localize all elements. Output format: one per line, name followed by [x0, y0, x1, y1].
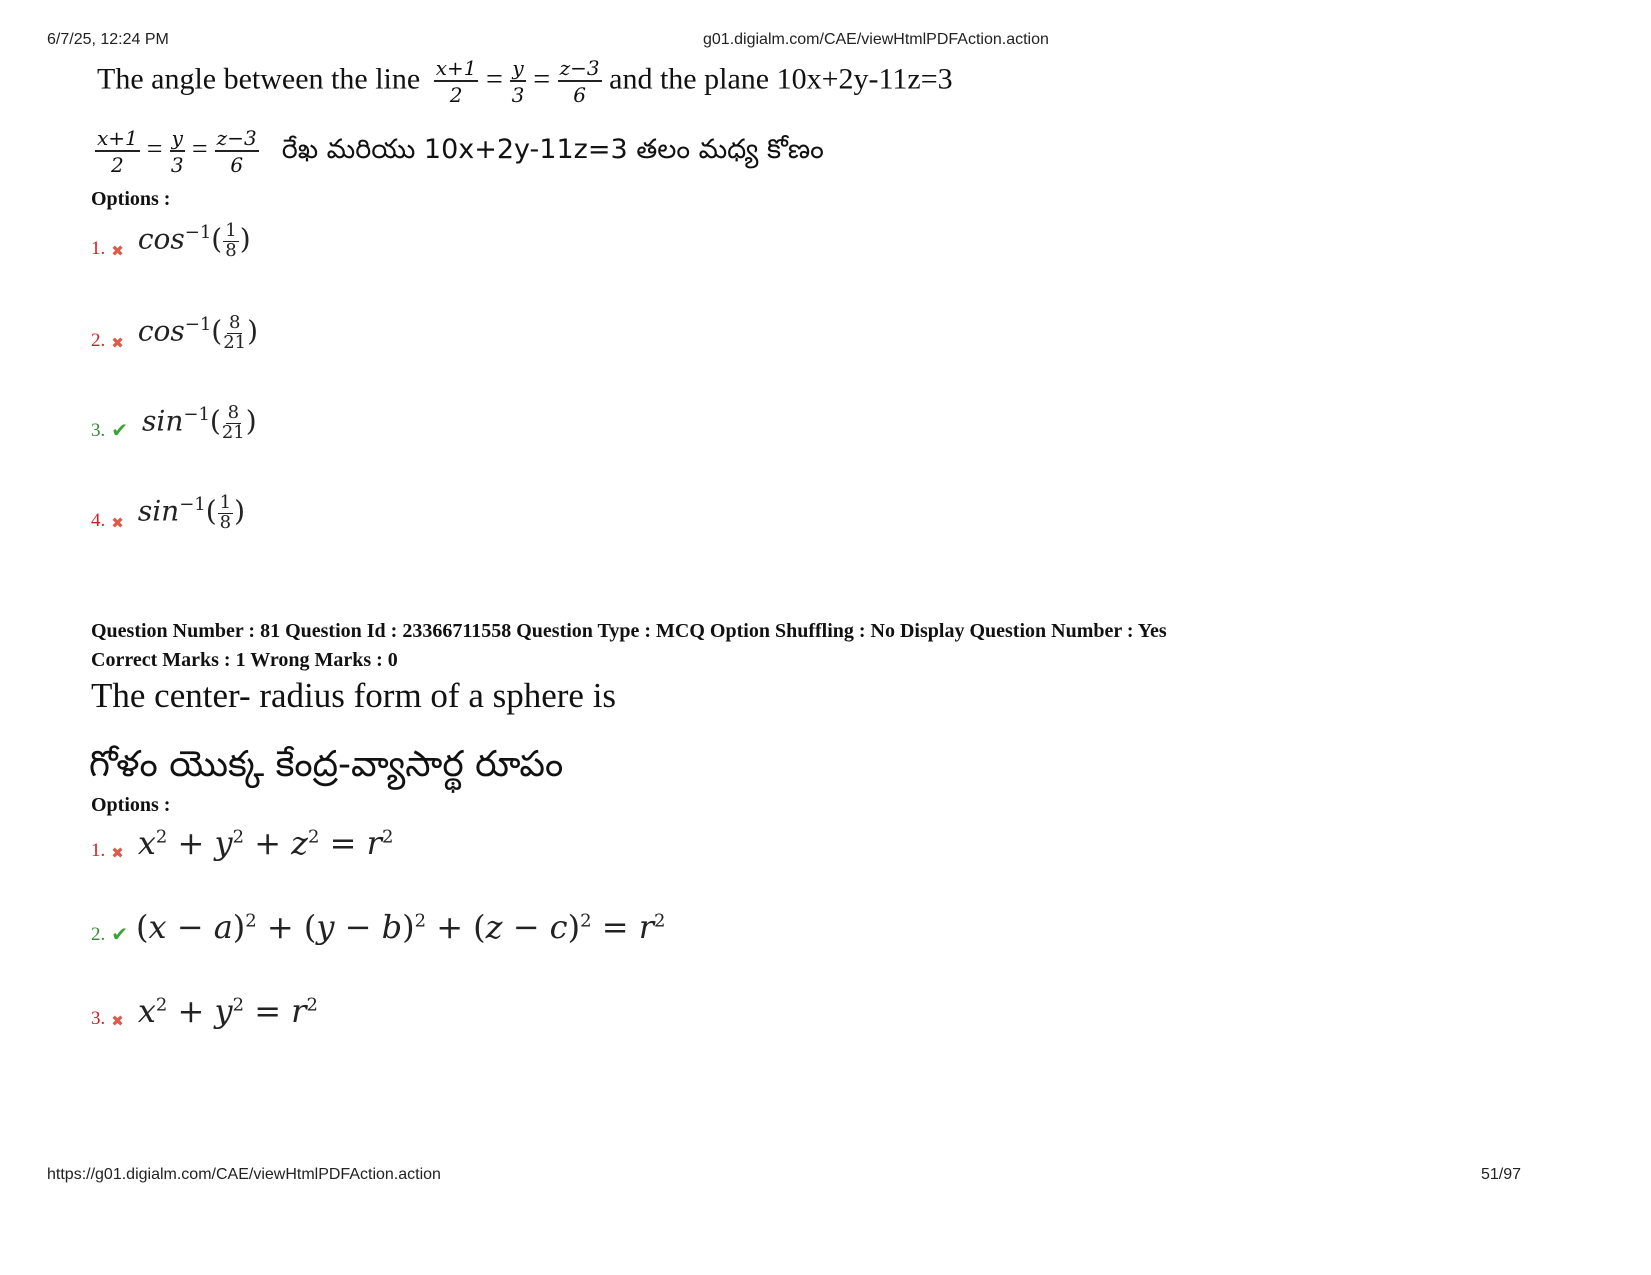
trig-func: sin — [142, 404, 184, 438]
frac-den: 2 — [111, 153, 124, 177]
q81-english-question: The center- radius form of a sphere is — [91, 676, 617, 715]
frac-num: z−3 — [559, 56, 600, 80]
line-fraction-x — [434, 58, 479, 105]
trig-func: sin — [137, 494, 180, 528]
page-number: 51/97 — [1481, 1166, 1522, 1183]
q81-telugu-question: గోళం యొక్క కేంద్ర-వ్యాసార్థ రూపం — [89, 744, 564, 785]
frac-num: z−3 — [216, 126, 257, 150]
q81-meta-line2: Correct Marks : 1 Wrong Marks : 0 — [91, 649, 398, 671]
wrong-mark-icon: ✖ — [111, 334, 124, 352]
frac-num: 1 — [225, 220, 237, 241]
option-number: 3. — [91, 420, 106, 441]
frac-den: 21 — [221, 422, 245, 443]
equals-sign: = — [485, 62, 503, 96]
q80-te-text: రేఖ మరియు 10x+2y-11z=3 తలం మధ్య కోణం — [281, 133, 824, 165]
equals-sign: = — [191, 133, 208, 165]
footer-url: https://g01.digialm.com/CAE/viewHtmlPDFAction.action — [47, 1166, 441, 1183]
option-fraction — [223, 314, 246, 352]
frac-num: x+1 — [97, 126, 138, 150]
trig-func: cos — [137, 222, 185, 256]
line-fraction-z — [558, 58, 602, 105]
option-fraction — [223, 222, 238, 260]
print-datetime: 6/7/25, 12:24 PM — [47, 31, 169, 48]
wrong-mark-icon: ✖ — [111, 242, 124, 260]
exponent: −1 — [179, 494, 206, 516]
option-expression: $\cos^{-1}$( $\frac{1}{8}$ ) — [137, 220, 251, 261]
q80-en-prefix: The angle between the line — [97, 62, 421, 96]
frac-num: y — [512, 56, 524, 80]
trig-func: cos — [137, 314, 185, 348]
line-fraction-x — [95, 128, 140, 175]
equals-sign: = — [533, 62, 551, 96]
wrong-mark-icon: ✖ — [111, 514, 124, 532]
q80-option-3[interactable] — [91, 404, 257, 442]
option-number: 1. — [91, 840, 106, 861]
option-expression: $\sin^{-1}$( $\frac{1}{8}$ ) — [137, 492, 246, 533]
line-fraction-y — [510, 58, 525, 105]
q80-en-suffix: and the plane 10x+2y-11z=3 — [609, 62, 953, 96]
q81-option-3[interactable] — [91, 992, 318, 1030]
q81-option-1[interactable] — [91, 824, 393, 862]
wrong-mark-icon: ✖ — [111, 844, 124, 862]
frac-den: 6 — [230, 153, 244, 177]
equals-sign: = — [146, 133, 163, 165]
frac-num: 1 — [219, 492, 232, 513]
q81-meta-line1: Question Number : 81 Question Id : 23366711558 Question Type : MCQ Option Shuffling : No Display Question Number : Yes — [91, 620, 1167, 642]
option-number: 1. — [91, 238, 106, 259]
exponent: −1 — [184, 314, 212, 336]
q80-telugu-question — [95, 128, 824, 175]
option-expression: $x^2 + y^2 + z^2 = r^2$ — [137, 824, 394, 862]
option-expression: $(x - a)^2 + (y - b)^2 + (z - c)^2 = r^2$ — [136, 908, 666, 946]
option-number: 2. — [91, 330, 106, 351]
correct-mark-icon: ✔ — [111, 418, 129, 442]
print-url: g01.digialm.com/CAE/viewHtmlPDFAction.action — [703, 31, 1049, 48]
q80-english-question — [97, 58, 953, 105]
q80-option-1[interactable] — [91, 222, 251, 260]
option-number: 4. — [91, 510, 106, 531]
wrong-mark-icon: ✖ — [111, 1012, 124, 1030]
frac-num: 8 — [227, 402, 240, 423]
option-expression: $\sin^{-1}$( $\frac{8}{21}$ ) — [142, 402, 257, 443]
frac-den: 3 — [511, 83, 525, 107]
frac-den: 6 — [573, 83, 586, 107]
frac-den: 3 — [170, 153, 184, 177]
line-fraction-y — [170, 128, 185, 175]
option-expression: $\cos^{-1}$( $\frac{8}{21}$ ) — [137, 312, 259, 353]
frac-den: 8 — [219, 512, 232, 533]
frac-num: 8 — [228, 312, 241, 333]
frac-num: y — [171, 126, 183, 150]
q81-options-label: Options : — [91, 794, 171, 816]
frac-den: 21 — [223, 332, 247, 353]
option-fraction — [222, 404, 245, 442]
frac-den: 2 — [449, 83, 463, 107]
frac-den: 8 — [225, 240, 237, 261]
q81-option-2[interactable] — [91, 908, 665, 946]
correct-mark-icon: ✔ — [111, 922, 129, 946]
q80-options-label: Options : — [91, 188, 171, 210]
frac-num: x+1 — [435, 56, 477, 80]
line-fraction-z — [215, 128, 259, 175]
option-expression: $x^2 + y^2 = r^2$ — [137, 992, 318, 1030]
option-number: 3. — [91, 1008, 106, 1029]
option-fraction — [218, 494, 233, 532]
option-number: 2. — [91, 924, 106, 945]
exponent: −1 — [183, 404, 210, 426]
q80-option-4[interactable] — [91, 494, 245, 532]
q80-option-2[interactable] — [91, 314, 258, 352]
exponent: −1 — [184, 222, 212, 244]
